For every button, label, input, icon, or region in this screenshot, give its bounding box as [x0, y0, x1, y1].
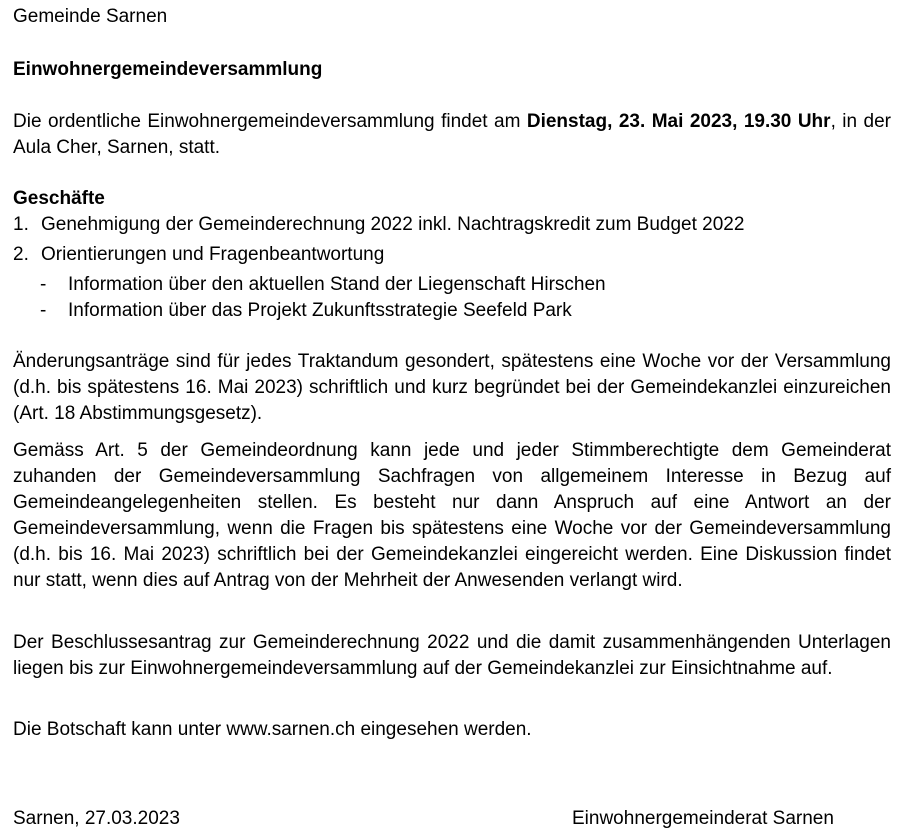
message-paragraph: Die Botschaft kann unter www.sarnen.ch eingesehen werden.: [13, 719, 532, 740]
business-sub-item: [40, 298, 880, 324]
business-item: [13, 212, 891, 238]
business-item: [13, 242, 891, 268]
sub-item-bullet: -: [40, 300, 47, 321]
intro-text-after: , in der Aula Cher, Sarnen, statt.: [13, 111, 891, 158]
intro-paragraph: [13, 109, 891, 161]
municipality-name: Gemeinde Sarnen: [13, 6, 168, 27]
business-heading: Geschäfte: [13, 188, 105, 209]
meeting-time: 19.30 Uhr: [743, 111, 831, 132]
questions-paragraph: Gemäss Art. 5 der Gemeindeordnung kann jede und jeder Stimmberechtigte dem Gemeinderat zuhanden der Gemeindeversammlung Sachfragen von allgemeinem Interesse in Bezug auf Gemeindeangelegenheiten stellen. Es besteht nur dann Anspruch auf eine Antwort an der Gemeindeversammlung, wenn die Fragen bis spätestens eine Woche vor der Gemeindeversammlung (d.h. bis 16. Mai 2023) schriftlich bei der Gemeindekanzlei eingereicht werden. Eine Diskussion findet nur statt, wenn dies auf Antrag von der Mehrheit der Anwesenden verlangt wird.: [13, 440, 891, 591]
document-title: Einwohnergemeindeversammlung: [13, 59, 323, 80]
business-item-text: Genehmigung der Gemeinderechnung 2022 inkl. Nachtragskredit zum Budget 2022: [41, 214, 745, 235]
amendments-paragraph: Änderungsanträge sind für jedes Traktandum gesondert, spätestens eine Woche vor der Versammlung (d.h. bis spätestens 16. Mai 2023) schriftlich und kurz begründet bei der Gemeindekanzlei einzureichen (Art. 18 Abstimmungsgesetz).: [13, 351, 891, 424]
signatory: Einwohnergemeinderat Sarnen: [572, 808, 834, 829]
business-item-number: 2.: [13, 244, 29, 265]
meeting-date: Dienstag, 23. Mai 2023,: [526, 111, 738, 132]
documents-paragraph: Der Beschlussesantrag zur Gemeinderechnung 2022 und die damit zusammenhängenden Unterlagen liegen bis zur Einwohnergemeindeversammlung auf der Gemeindekanzlei zur Einsichtnahme auf.: [13, 632, 891, 679]
place-date: Sarnen, 27.03.2023: [13, 808, 180, 829]
business-item-number: 1.: [13, 214, 29, 235]
sub-item-bullet: -: [40, 274, 47, 295]
intro-text-before: Die ordentliche Einwohnergemeindeversammlung findet am: [13, 111, 527, 132]
sub-item-text: Information über das Projekt Zukunftsstrategie Seefeld Park: [68, 300, 572, 321]
business-sub-item: [40, 272, 880, 298]
sub-item-text: Information über den aktuellen Stand der Liegenschaft Hirschen: [68, 274, 606, 295]
business-item-text: Orientierungen und Fragenbeantwortung: [41, 244, 385, 265]
